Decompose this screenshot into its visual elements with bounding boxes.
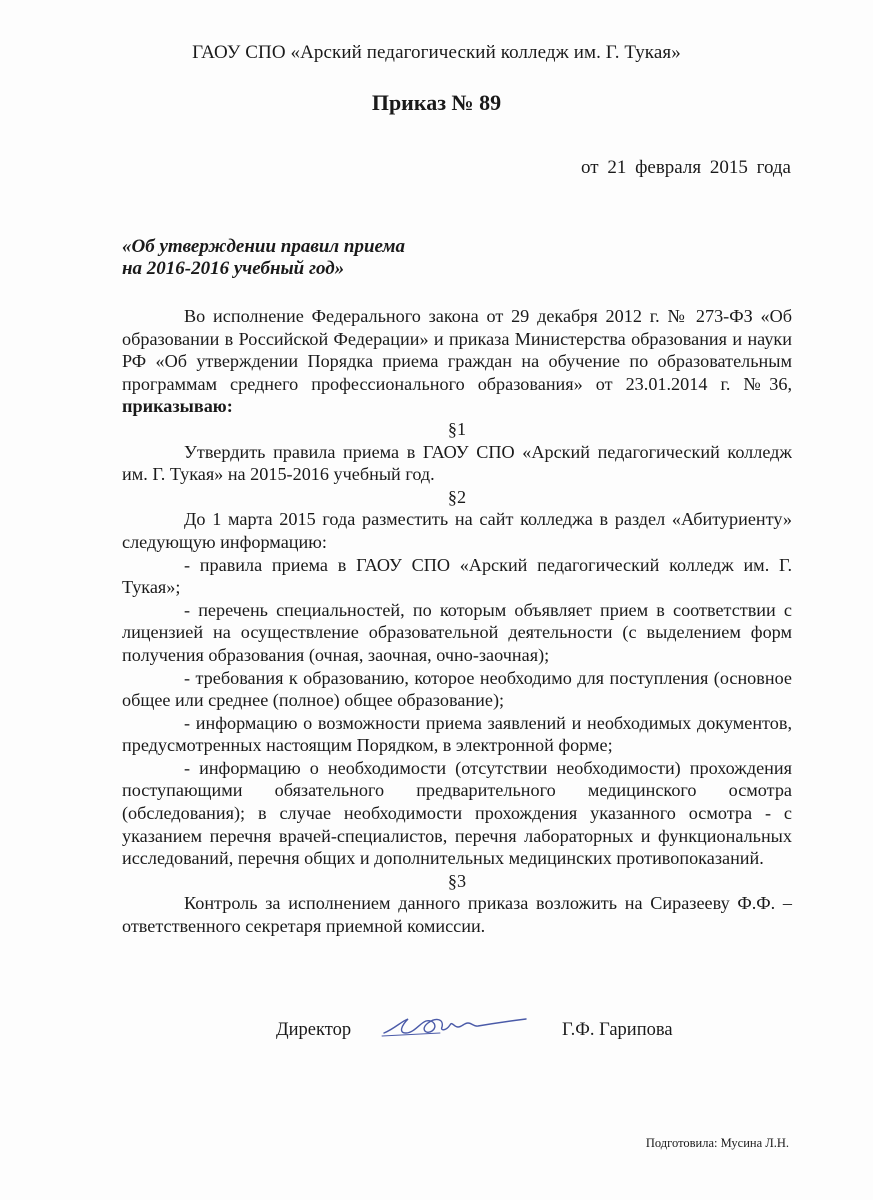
section-2-item: - информацию о необходимости (отсутствии необходимости) прохождения поступающими обязательного предварительного медицинского осмотра (обследования); в случае необходимости прохождения указанного осмотра - с указанием перечня врачей-специалистов, перечня лабораторных и функциональных исследований, перечня общих и дополнительных медицинских противопоказаний. bbox=[122, 757, 792, 869]
order-body bbox=[122, 305, 792, 938]
section-1-text: Утвердить правила приема в ГАОУ СПО «Арский педагогический колледж им. Г. Тукая» на 2015-2016 учебный год. bbox=[122, 441, 792, 485]
section-2-item: - правила приема в ГАОУ СПО «Арский педагогический колледж им. Г. Тукая»; bbox=[122, 554, 792, 598]
signatory-title: Директор bbox=[276, 1020, 352, 1040]
preamble-text: Во исполнение Федерального закона от 29 декабря 2012 г. № 273-ФЗ «Об образовании в Российской Федерации» и приказа Министерства образования и науки РФ «Об утверждении Порядка приема граждан на обучение по образовательным программам среднего профессионального образования» от 23.01.2014 г. №36, bbox=[122, 306, 792, 394]
section-2-text: До 1 марта 2015 года разместить на сайт колледжа в раздел «Абитуриенту» следующую информацию: bbox=[122, 509, 792, 552]
order-subject bbox=[122, 236, 622, 280]
preamble-paragraph bbox=[122, 305, 792, 418]
section-2-mark: §2 bbox=[447, 486, 467, 507]
signature-block bbox=[0, 1017, 873, 1047]
signatory-name: Г.Ф. Гарипова bbox=[562, 1020, 673, 1040]
section-3-text: Контроль за исполнением данного приказа возложить на Сиразееву Ф.Ф. – ответственного секретаря приемной комиссии. bbox=[122, 893, 792, 937]
subject-line-2: на 2016-2016 учебный год» bbox=[122, 258, 345, 279]
subject-line-1: «Об утверждении правил приема bbox=[122, 236, 405, 257]
organization-header: ГАОУ СПО «Арский педагогический колледж им. Г. Тукая» bbox=[192, 42, 681, 63]
section-3-mark: §3 bbox=[447, 870, 467, 891]
section-2-item: - перечень специальностей, по которым объявляет прием в соответствии с лицензией на осуществление образовательной деятельности (с выделением форм получения образования (очная, заочная, очно-заочная); bbox=[122, 599, 792, 665]
section-2-item: - информацию о возможности приема заявлений и необходимых документов, предусмотренных настоящим Порядком, в электронной форме; bbox=[122, 712, 792, 756]
section-1-mark: §1 bbox=[447, 418, 467, 439]
handwritten-signature bbox=[380, 1009, 530, 1043]
prepared-by: Подготовила: Мусина Л.Н. bbox=[645, 1136, 789, 1150]
preamble-order-word: приказываю: bbox=[122, 396, 233, 417]
section-2-item: - требования к образованию, которое необходимо для поступления (основное общее или среднее (полное) общее образование); bbox=[122, 667, 792, 711]
order-date: от 21 февраля 2015 года bbox=[581, 157, 791, 178]
order-title: Приказ № 89 bbox=[371, 90, 502, 115]
